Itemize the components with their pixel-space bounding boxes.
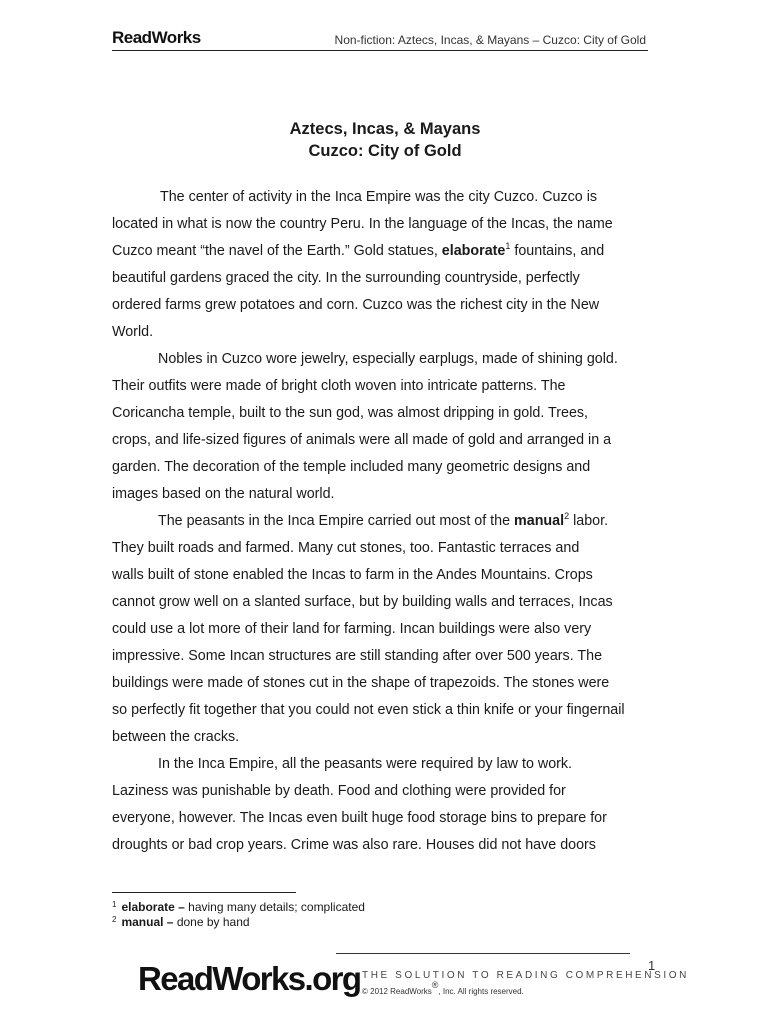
footnote-term: manual –	[121, 915, 174, 929]
text-line: Their outfits were made of bright cloth woven into intricate patterns. The	[112, 378, 566, 394]
footnote-number: 1	[112, 900, 117, 909]
footnote-2	[112, 915, 365, 930]
article-title	[0, 118, 770, 162]
article-body	[112, 184, 657, 859]
text-line: so perfectly fit together that you could not even stick a thin knife or your fingernail	[112, 702, 625, 718]
text-line: crops, and life-sized figures of animals were all made of gold and arranged in a	[112, 432, 612, 448]
text-run: labor.	[569, 513, 609, 529]
text-run: The peasants in the Inca Empire carried out most of the	[158, 513, 515, 529]
footnote-definition: done by hand	[173, 915, 250, 929]
text-line: Coricancha temple, built to the sun god, was almost dripping in gold. Trees,	[112, 405, 589, 421]
text-line: images based on the natural world.	[112, 486, 335, 502]
text-line	[112, 508, 657, 535]
page-header	[112, 28, 648, 51]
text-line: everyone, however. The Incas even built huge food storage bins to prepare for	[112, 810, 607, 826]
text-line: Laziness was punishable by death. Food and clothing were provided for	[112, 783, 566, 799]
copyright-text: © 2012 ReadWorks	[362, 987, 432, 996]
vocab-term-elaborate: elaborate	[441, 243, 506, 259]
page-number: 1	[648, 958, 656, 973]
text-line: beautiful gardens graced the city. In the surrounding countryside, perfectly	[112, 270, 580, 286]
text-line: Nobles in Cuzco wore jewelry, especially earplugs, made of shining gold.	[158, 351, 618, 367]
title-line-1: Aztecs, Incas, & Mayans	[289, 120, 481, 138]
paragraph-3	[112, 508, 657, 751]
text-line: ordered farms grew potatoes and corn. Cuzco was the richest city in the New	[112, 297, 600, 313]
copyright-notice	[362, 980, 524, 996]
paragraph-2	[112, 346, 657, 508]
text-line: impressive. Some Incan structures are still standing after over 500 years. The	[112, 648, 603, 664]
text-line: garden. The decoration of the temple included many geometric designs and	[112, 459, 591, 475]
text-line: cannot grow well on a slanted surface, but by building walls and terraces, Incas	[112, 594, 613, 610]
paragraph-4	[112, 751, 657, 859]
footnote-ref-2: 2	[564, 511, 570, 521]
footer-logo: ReadWorks.org	[138, 960, 361, 997]
text-line	[112, 238, 657, 265]
footnote-term: elaborate –	[121, 900, 185, 914]
footer-tagline: THE SOLUTION TO READING COMPREHENSION	[362, 970, 689, 981]
text-line: buildings were made of stones cut in the shape of trapezoids. The stones were	[112, 675, 610, 691]
text-line: between the cracks.	[112, 729, 240, 745]
title-line-2: Cuzco: City of Gold	[308, 142, 462, 160]
readworks-logo: ReadWorks	[112, 28, 201, 47]
running-title: Non-fiction: Aztecs, Incas, & Mayans – Cuzco: City of Gold	[334, 33, 646, 47]
text-line: The center of activity in the Inca Empire was the city Cuzco. Cuzco is	[160, 189, 598, 205]
text-line: located in what is now the country Peru. In the language of the Incas, the name	[112, 216, 613, 232]
text-line: World.	[112, 324, 154, 340]
footnotes	[112, 900, 365, 930]
footnote-definition: having many details; complicated	[184, 900, 365, 914]
footnote-divider	[112, 892, 296, 893]
footer-divider	[336, 953, 630, 954]
vocab-term-manual: manual	[514, 513, 565, 529]
copyright-text: , Inc. All rights reserved.	[438, 987, 524, 996]
footnote-ref-1: 1	[505, 241, 511, 251]
text-line: droughts or bad crop years. Crime was also rare. Houses did not have doors	[112, 837, 596, 853]
registered-mark: ®	[431, 980, 439, 990]
paragraph-1	[112, 184, 657, 346]
text-run: Cuzco meant “the navel of the Earth.” Gold statues,	[112, 243, 442, 259]
text-line: walls built of stone enabled the Incas to farm in the Andes Mountains. Crops	[112, 567, 593, 583]
text-line: In the Inca Empire, all the peasants were required by law to work.	[158, 756, 573, 772]
text-line: could use a lot more of their land for farming. Incan buildings were also very	[112, 621, 592, 637]
text-run: fountains, and	[510, 243, 605, 259]
footnote-1	[112, 900, 365, 915]
footnote-number: 2	[112, 915, 117, 924]
text-line: They built roads and farmed. Many cut stones, too. Fantastic terraces and	[112, 540, 580, 556]
